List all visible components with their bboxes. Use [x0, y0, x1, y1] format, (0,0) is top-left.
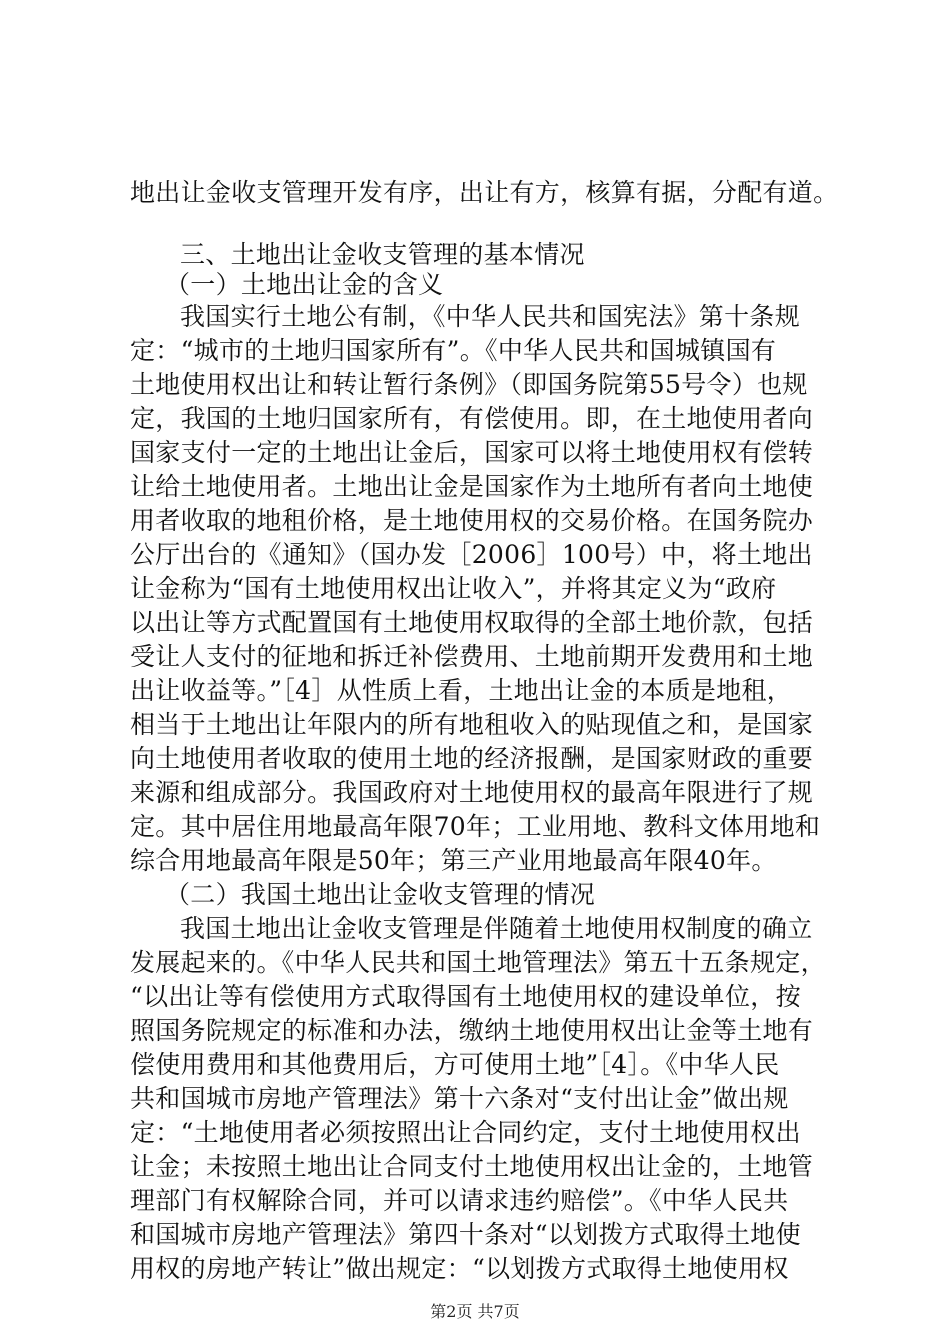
paragraph-line: 和国城市房地产管理法》第四十条对“以划拨方式取得土地使 — [130, 1220, 801, 1249]
paragraph-line: 让给土地使用者。土地出让金是国家作为土地所有者向土地使 — [130, 472, 814, 501]
paragraph-line: 发展起来的。《中华人民共和国土地管理法》第五十五条规定， — [130, 948, 826, 977]
paragraph-line: 定，我国的土地归国家所有，有偿使用。即，在土地使用者向 — [130, 404, 814, 433]
subsection-heading-2: （二）我国土地出让金收支管理的情况 — [165, 880, 596, 909]
paragraph-line: 出让收益等。”［4］从性质上看，土地出让金的本质是地租， — [130, 676, 793, 705]
paragraph-line: 用权的房地产转让”做出规定：“以划拨方式取得土地使用权 — [130, 1254, 789, 1283]
paragraph-line: 定。其中居住用地最高年限70年；工业用地、教科文体用地和 — [130, 812, 821, 841]
paragraph-line: 定：“土地使用者必须按照出让合同约定，支付土地使用权出 — [130, 1118, 801, 1147]
paragraph-line: 以出让等方式配置国有土地使用权取得的全部土地价款，包括 — [130, 608, 814, 637]
paragraph-line: 向土地使用者收取的使用土地的经济报酬，是国家财政的重要 — [130, 744, 814, 773]
page-footer: 第2页 共7页 — [430, 1302, 520, 1321]
subsection-heading-1: （一）土地出让金的含义 — [165, 270, 444, 299]
paragraph-line: 我国土地出让金收支管理是伴随着土地使用权制度的确立 — [180, 914, 813, 943]
paragraph-line: 理部门有权解除合同，并可以请求违约赔偿”。《中华人民共 — [130, 1186, 789, 1215]
paragraph-line: 受让人支付的征地和拆迁补偿费用、土地前期开发费用和土地 — [130, 642, 814, 671]
section-heading: 三、土地出让金收支管理的基本情况 — [180, 240, 585, 269]
paragraph-line: 共和国城市房地产管理法》第十六条对“支付出让金”做出规 — [130, 1084, 789, 1113]
paragraph-line: “以出让等有偿使用方式取得国有土地使用权的建设单位，按 — [130, 982, 801, 1011]
paragraph-line: 让金称为“国有土地使用权出让收入”，并将其定义为“政府 — [130, 574, 777, 603]
paragraph-line: 相当于土地出让年限内的所有地租收入的贴现值之和，是国家 — [130, 710, 814, 739]
paragraph-line: 综合用地最高年限是50年；第三产业用地最高年限40年。 — [130, 846, 777, 875]
paragraph-line: 公厅出台的《通知》（国办发［2006］100号）中，将土地出 — [130, 540, 813, 569]
paragraph-line: 让金；未按照土地出让合同支付土地使用权出让金的，土地管 — [130, 1152, 814, 1181]
paragraph-line: 偿使用费用和其他费用后，方可使用土地”［4］。《中华人民 — [130, 1050, 780, 1079]
paragraph-line: 用者收取的地租价格，是土地使用权的交易价格。在国务院办 — [130, 506, 814, 535]
paragraph-line: 来源和组成部分。我国政府对土地使用权的最高年限进行了规 — [130, 778, 814, 807]
paragraph-line: 土地使用权出让和转让暂行条例》（即国务院第55号令）也规 — [130, 370, 808, 399]
paragraph-line: 定：“城市的土地归国家所有”。《中华人民共和国城镇国有 — [130, 336, 777, 365]
paragraph-line: 照国务院规定的标准和办法，缴纳土地使用权出让金等土地有 — [130, 1016, 814, 1045]
lead-line: 地出让金收支管理开发有序，出让有方，核算有据，分配有道。 — [130, 178, 839, 207]
paragraph-line: 我国实行土地公有制，《中华人民共和国宪法》第十条规 — [180, 302, 801, 331]
paragraph-line: 国家支付一定的土地出让金后，国家可以将土地使用权有偿转 — [130, 438, 814, 467]
